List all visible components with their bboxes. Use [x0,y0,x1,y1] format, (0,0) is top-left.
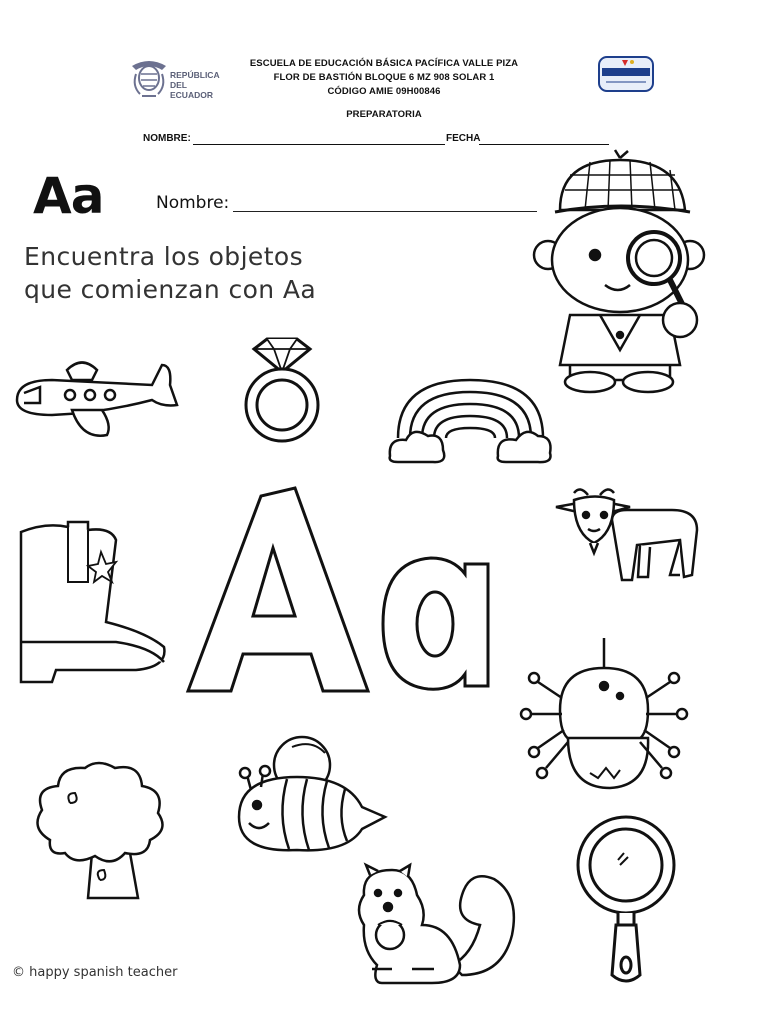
instruction-line2: que comienzan con Aa [24,275,317,304]
airplane-icon [12,355,180,440]
ring-icon [232,337,332,442]
letter-heading: Aa [33,167,104,225]
tree-icon [30,758,172,904]
worksheet-name-label: Nombre: [156,193,230,213]
spider-icon [520,638,688,790]
squirrel-icon [352,865,522,987]
big-letters-aa [183,486,495,696]
worksheet-name-line[interactable] [233,211,537,212]
school-code: CÓDIGO AMIE 09H00846 [327,86,441,97]
goat-icon [552,485,700,587]
magnifying-glass-icon [572,815,680,985]
name-label: NOMBRE: [143,133,191,144]
copyright-text: © happy spanish teacher [12,965,178,980]
detective-icon [530,150,715,395]
instruction-line1: Encuentra los objetos [24,242,304,271]
bee-icon [237,735,387,853]
date-label: FECHA [446,133,481,144]
logo-left-line1: REPÚBLICA [170,70,220,80]
date-field-line[interactable] [479,144,609,145]
school-logo-icon [598,56,654,92]
grade-label: PREPARATORIA [346,109,422,120]
school-address: FLOR DE BASTIÓN BLOQUE 6 MZ 908 SOLAR 1 [273,72,495,83]
boot-icon [16,522,168,684]
rainbow-icon [388,378,553,466]
name-field-line[interactable] [193,144,445,145]
logo-left-line2: DEL ECUADOR [170,80,213,100]
school-name: ESCUELA DE EDUCACIÓN BÁSICA PACÍFICA VALLE PIZA [249,58,519,69]
instruction [24,240,316,306]
